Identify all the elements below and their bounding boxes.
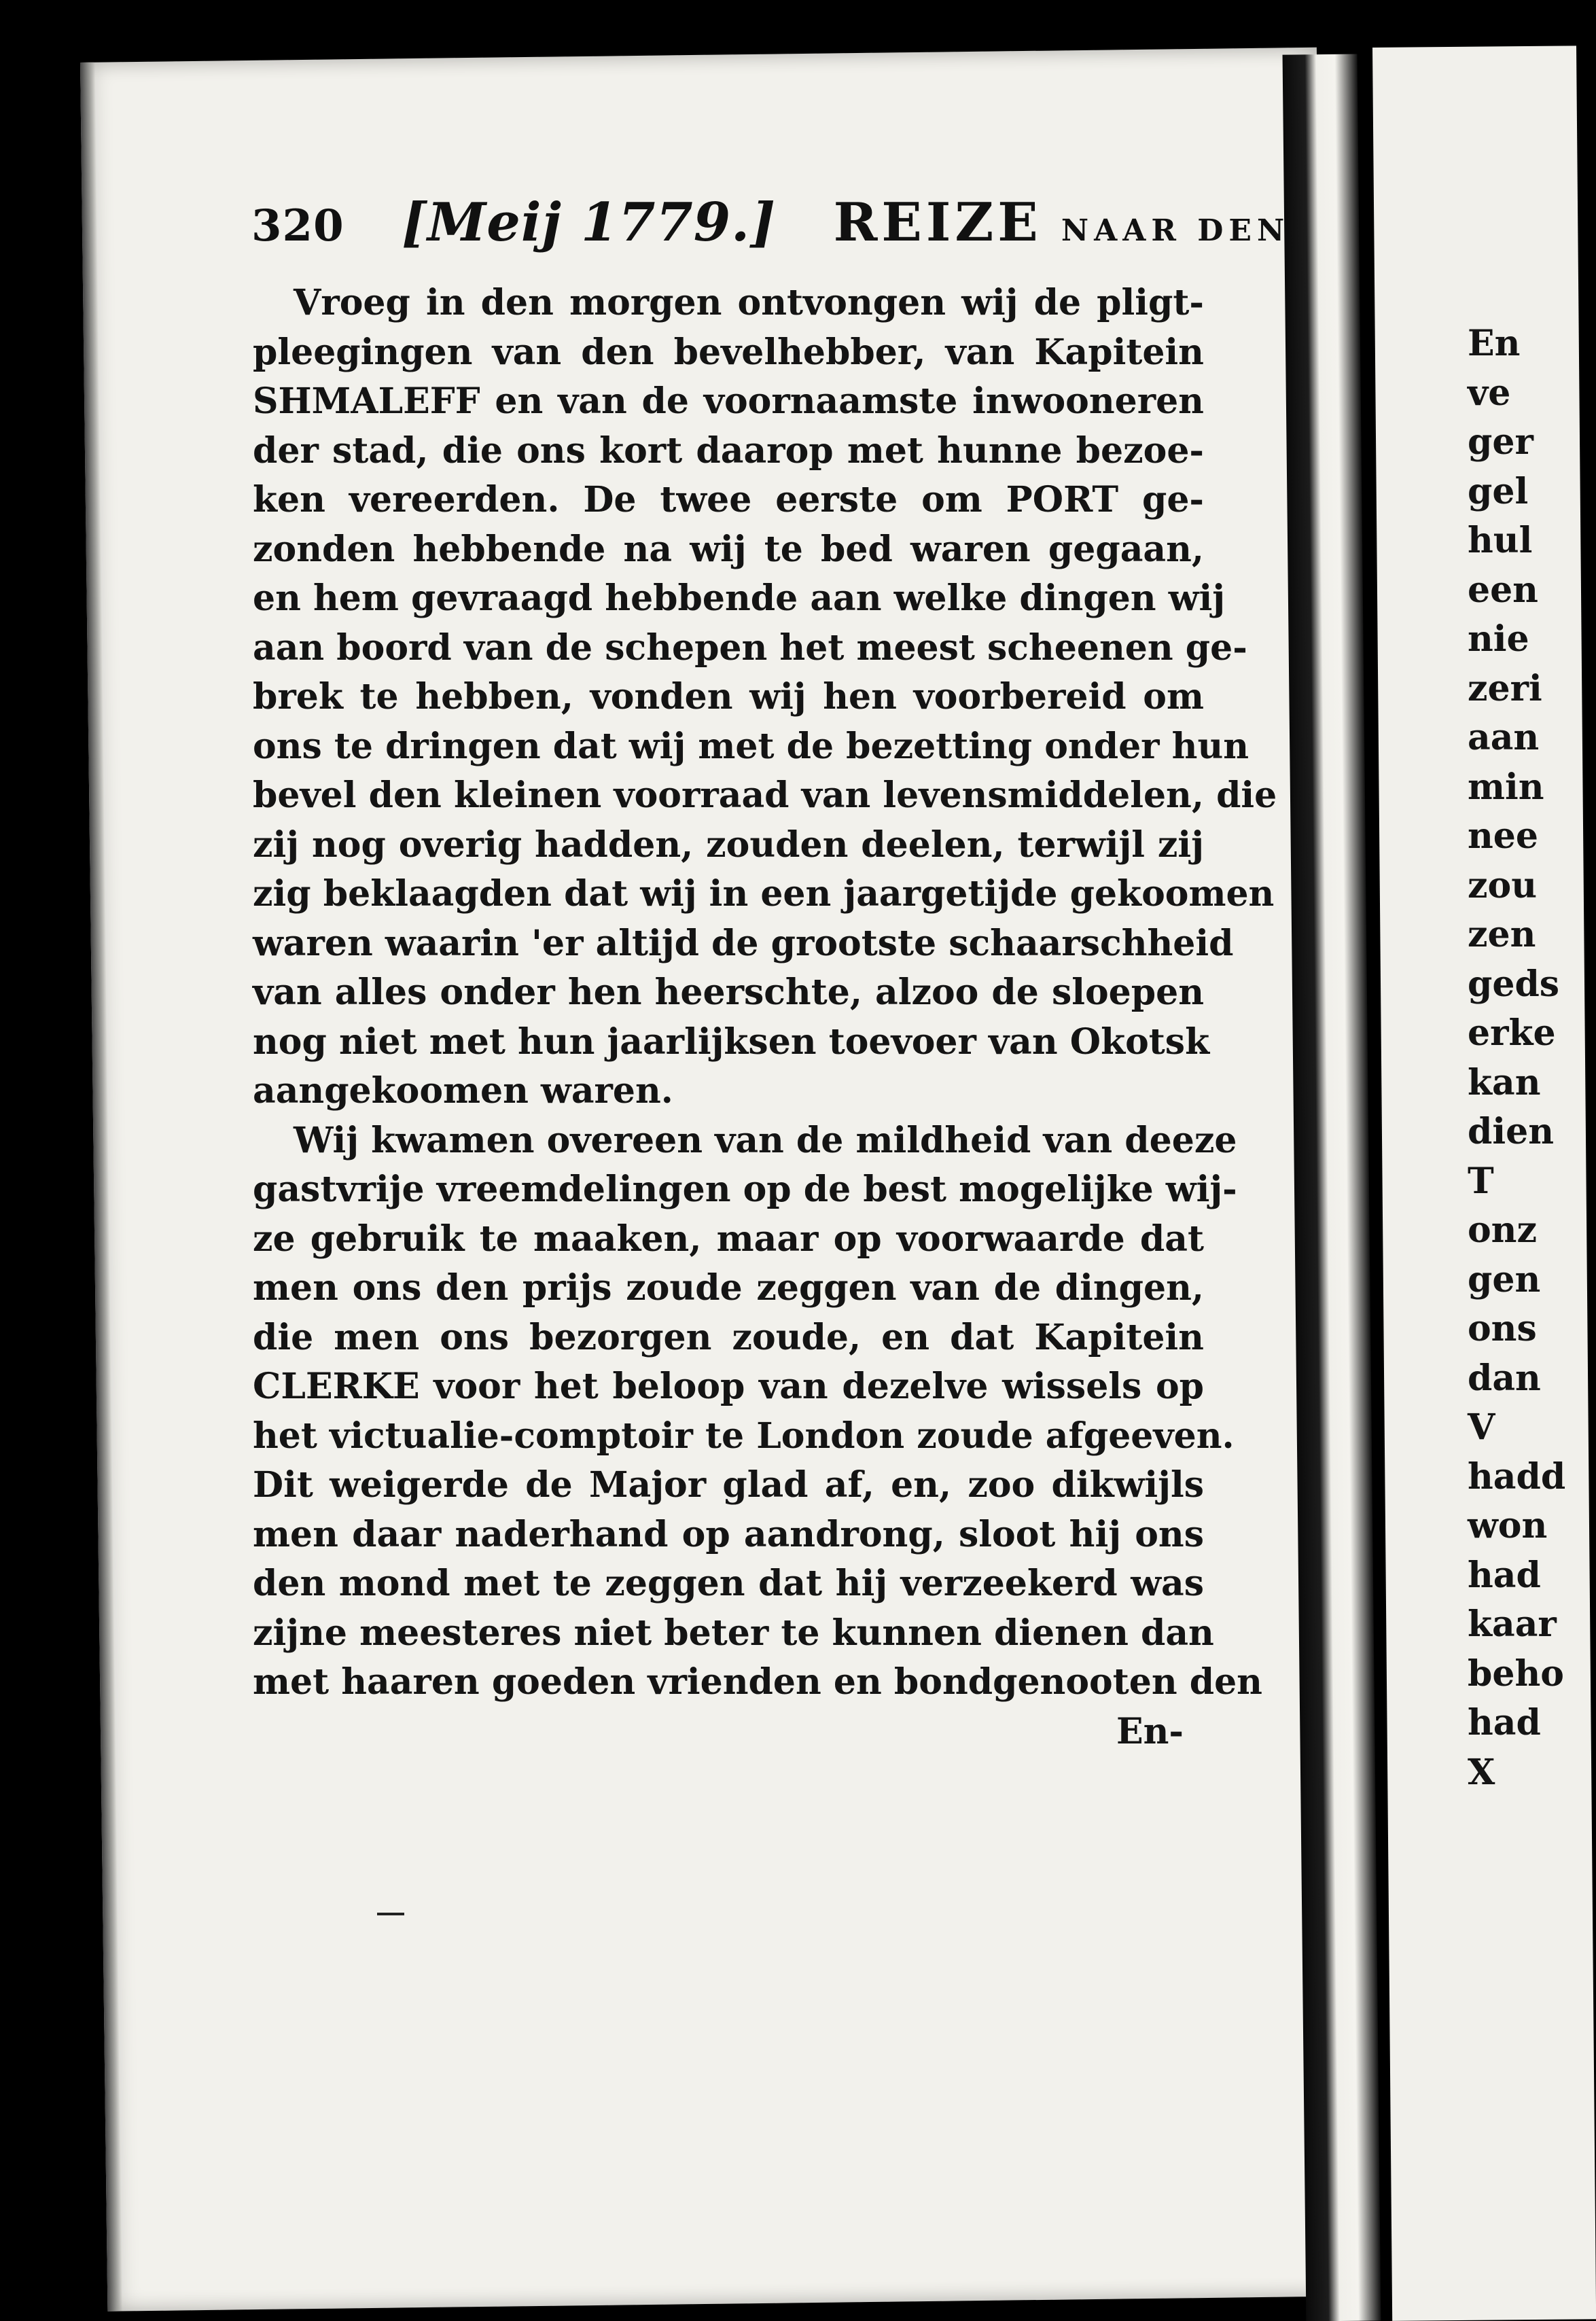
text-line: zijne meesteres niet beter te kunnen dienen dan (253, 1612, 1214, 1654)
text-line: met haaren goeden vrienden en bondgenooten den (253, 1661, 1262, 1703)
fragment-line: een (1468, 569, 1538, 611)
fragment-line: gen (1468, 1258, 1541, 1300)
body-text (253, 279, 1277, 1756)
fragment-line: gel (1468, 470, 1529, 512)
text-line: en hem gevraagd hebbende aan welke dingen wij (253, 578, 1226, 619)
text-line: zij nog overig hadden, zouden deelen, terwijl zij (253, 823, 1204, 866)
text-line: het victualie-comptoir te London zoude afgeeven. (253, 1415, 1235, 1457)
text-line: van alles onder hen heerschte, alzoo de sloepen (253, 972, 1204, 1013)
fragment-line: V (1468, 1406, 1495, 1448)
text-line: ze gebruik te maaken, maar op voorwaarde dat (253, 1218, 1204, 1260)
text-line: ken vereerden. De twee eerste om PORT ge- (253, 479, 1204, 520)
header-title-small: NAAR DEN (1061, 213, 1290, 248)
fragment-line: hadd (1468, 1455, 1566, 1498)
text-line: Wij kwamen overeen van de mildheid van deeze (294, 1119, 1237, 1161)
text-line: pleegingen van den bevelhebber, van Kapitein (253, 331, 1204, 373)
text-line: SHMALEFF en van de voornaamste inwooneren (253, 380, 1204, 422)
text-line: zig beklaagden dat wij in een jaargetijde gekoomen (253, 873, 1275, 915)
footer-mark (377, 1913, 404, 1915)
text-line: brek te hebben, vonden wij hen voorbereid om (253, 676, 1204, 717)
fragment-line: erke (1468, 1012, 1556, 1054)
fragment-line: kan (1468, 1061, 1541, 1103)
fragment-line: ve (1468, 372, 1511, 414)
fragment-line: ons (1468, 1308, 1537, 1349)
fragment-line: onz (1468, 1209, 1538, 1251)
fragment-line: zou (1468, 864, 1538, 906)
running-header (251, 192, 1290, 253)
text-line: ons te dringen dat wij met de bezetting onder hun (253, 725, 1249, 767)
text-line: waren waarin 'er altijd de grootste schaarschheid (253, 922, 1234, 964)
header-title: REIZE (833, 192, 1042, 253)
text-line: der stad, die ons kort daarop met hunne bezoe- (253, 429, 1204, 472)
fragment-line: had (1468, 1554, 1541, 1596)
fragment-line: nie (1468, 618, 1529, 660)
text-line: bevel den kleinen voorraad van levensmiddelen, die (253, 775, 1277, 816)
text-line: men ons den prijs zoude zeggen van de dingen, (253, 1267, 1204, 1309)
text-line: den mond met te zeggen dat hij verzeekerd was (253, 1563, 1204, 1604)
fragment-line: En (1468, 323, 1521, 364)
fragment-line: geds (1468, 963, 1560, 1005)
text-line: men daar naderhand op aandrong, sloot hij ons (253, 1513, 1204, 1555)
fragment-line: zen (1468, 914, 1536, 955)
fragment-line: won (1468, 1505, 1548, 1546)
right-page-text (1468, 319, 1565, 1797)
header-date: [Meij 1779.] (402, 192, 777, 253)
fragment-line: had (1468, 1702, 1541, 1743)
fragment-line: kaar (1468, 1604, 1557, 1645)
text-line: aangekoomen waren. (253, 1070, 673, 1112)
fragment-line: T (1468, 1160, 1494, 1202)
fragment-line: X (1468, 1751, 1495, 1793)
fragment-line: zeri (1468, 667, 1542, 709)
text-line: zonden hebbende na wij te bed waren gegaan, (253, 528, 1204, 570)
text-line: Vroeg in den morgen ontvongen wij de pligt- (294, 282, 1204, 323)
text-line: nog niet met hun jaarlijksen toevoer van Okotsk (253, 1021, 1210, 1063)
fragment-line: hul (1468, 520, 1533, 561)
text-line: gastvrije vreemdelingen op de best mogelijke wij- (253, 1169, 1237, 1210)
page-number: 320 (251, 200, 344, 251)
text-line: CLERKE voor het beloop van dezelve wissels op (253, 1366, 1204, 1407)
fragment-line: ger (1468, 421, 1533, 463)
fragment-line: nee (1468, 815, 1538, 857)
text-line: Dit weigerde de Major glad af, en, zoo dikwijls (253, 1464, 1204, 1506)
text-line: die men ons bezorgen zoude, en dat Kapitein (253, 1316, 1204, 1358)
fragment-line: aan (1468, 717, 1540, 758)
catchword: En- (1116, 1710, 1184, 1752)
text-line: aan boord van de schepen het meest scheenen ge- (253, 626, 1247, 669)
fragment-line: dan (1468, 1357, 1541, 1399)
fragment-line: min (1468, 766, 1544, 808)
fragment-line: dien (1468, 1111, 1555, 1152)
fragment-line: beho (1468, 1652, 1564, 1695)
